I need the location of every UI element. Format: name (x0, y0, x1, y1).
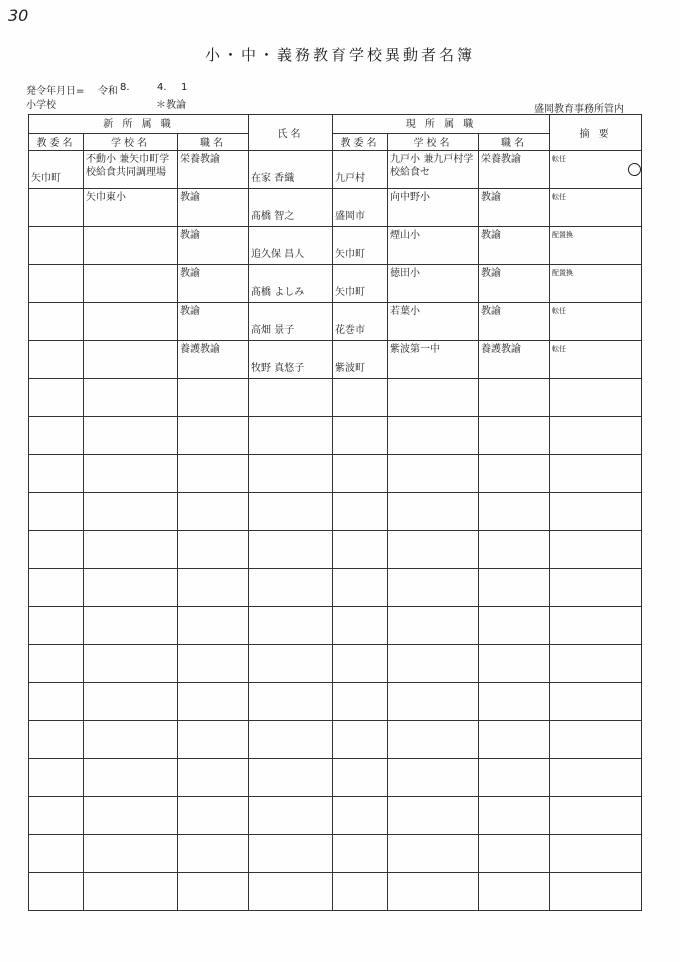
current-position-cell (479, 227, 550, 265)
empty-cell (249, 873, 333, 911)
page-number: 30 (8, 6, 29, 25)
current-board-cell-text: 盛岡市 (335, 211, 366, 222)
new-board-cell (29, 189, 84, 227)
empty-cell (249, 759, 333, 797)
empty-cell (479, 873, 550, 911)
empty-cell (550, 455, 642, 493)
name-cell (249, 265, 333, 303)
name-cell-text: 牧野 真悠子 (251, 363, 305, 374)
new-board-cell (29, 227, 84, 265)
new-position-header: 職名 (178, 134, 249, 151)
date-year: 8. (120, 82, 130, 93)
current-school-cell (388, 265, 479, 303)
empty-cell (84, 417, 178, 455)
empty-cell (333, 835, 388, 873)
current-board-cell (333, 151, 388, 189)
current-position-cell-text: 養護教諭 (481, 344, 522, 355)
empty-cell (249, 455, 333, 493)
empty-cell (388, 531, 479, 569)
empty-cell (333, 721, 388, 759)
remark-cell-text: 配置換 (552, 269, 574, 277)
empty-cell (29, 759, 84, 797)
circle-mark (628, 163, 641, 176)
remark-cell (550, 303, 642, 341)
empty-cell (388, 417, 479, 455)
empty-cell (550, 873, 642, 911)
current-position-cell (479, 189, 550, 227)
empty-cell (84, 455, 178, 493)
empty-cell (479, 797, 550, 835)
empty-cell (333, 379, 388, 417)
name-cell-text: 追久保 昌人 (251, 249, 305, 260)
empty-cell (29, 417, 84, 455)
current-position-cell (479, 303, 550, 341)
empty-cell (178, 569, 249, 607)
current-school-cell-text: 九戸小 兼九戸村学校給食セ (390, 154, 474, 178)
empty-cell (550, 493, 642, 531)
empty-row (29, 797, 642, 835)
empty-cell (388, 797, 479, 835)
current-position-cell-text: 教諭 (481, 230, 502, 241)
empty-cell (84, 797, 178, 835)
empty-row (29, 683, 642, 721)
empty-cell (178, 759, 249, 797)
empty-cell (178, 683, 249, 721)
empty-cell (479, 645, 550, 683)
current-school-cell-text: 徳田小 (390, 268, 421, 279)
name-cell-text: 髙橋 よしみ (251, 287, 305, 298)
new-school-cell (84, 303, 178, 341)
empty-cell (29, 379, 84, 417)
date-label: 発令年月日= (26, 86, 85, 97)
school-kind: 小学校 (26, 100, 56, 111)
empty-row (29, 873, 642, 911)
empty-cell (249, 683, 333, 721)
empty-cell (388, 607, 479, 645)
empty-cell (29, 607, 84, 645)
empty-cell (333, 417, 388, 455)
empty-row (29, 455, 642, 493)
empty-cell (333, 455, 388, 493)
remark-cell-text: 転任 (552, 307, 567, 315)
empty-cell (84, 873, 178, 911)
name-cell (249, 151, 333, 189)
empty-cell (249, 379, 333, 417)
current-position-cell-text: 教諭 (481, 192, 502, 203)
empty-cell (388, 379, 479, 417)
name-cell (249, 227, 333, 265)
current-school-cell (388, 341, 479, 379)
empty-cell (388, 645, 479, 683)
current-school-cell-text: 煙山小 (390, 230, 421, 241)
new-position-cell-text: 養護教諭 (180, 344, 220, 355)
name-cell (249, 189, 333, 227)
new-position-cell (178, 303, 249, 341)
new-position-cell-text: 教諭 (180, 268, 200, 279)
new-school-cell (84, 265, 178, 303)
current-board-cell (333, 189, 388, 227)
new-position-cell-text: 栄養教諭 (180, 154, 220, 165)
remark-cell-text: 転任 (552, 193, 567, 201)
current-position-cell (479, 341, 550, 379)
new-school-cell-text: 矢巾東小 (86, 192, 126, 203)
empty-cell (178, 455, 249, 493)
new-board-header: 教委名 (29, 134, 84, 151)
empty-cell (388, 721, 479, 759)
new-school-cell (84, 227, 178, 265)
empty-cell (249, 721, 333, 759)
empty-cell (388, 569, 479, 607)
current-affiliation-header: 現 所 属 職 (333, 115, 550, 134)
empty-cell (479, 607, 550, 645)
empty-cell (178, 379, 249, 417)
empty-cell (178, 873, 249, 911)
new-position-cell-text: 教諭 (180, 306, 200, 317)
empty-cell (178, 721, 249, 759)
current-board-cell (333, 265, 388, 303)
empty-cell (249, 569, 333, 607)
name-cell-text: 髙橋 智之 (251, 211, 295, 222)
empty-cell (84, 835, 178, 873)
empty-cell (388, 835, 479, 873)
current-school-cell (388, 227, 479, 265)
empty-cell (550, 569, 642, 607)
table-row (29, 189, 642, 227)
empty-cell (178, 417, 249, 455)
empty-cell (84, 607, 178, 645)
empty-cell (249, 531, 333, 569)
empty-cell (388, 455, 479, 493)
empty-cell (84, 569, 178, 607)
empty-cell (550, 379, 642, 417)
empty-cell (333, 797, 388, 835)
empty-cell (479, 379, 550, 417)
empty-row (29, 569, 642, 607)
current-school-cell-text: 向中野小 (390, 192, 431, 203)
current-position-cell-text: 教諭 (481, 306, 502, 317)
current-position-cell (479, 151, 550, 189)
current-school-cell (388, 303, 479, 341)
current-board-header: 教委名 (333, 134, 388, 151)
new-position-cell (178, 151, 249, 189)
empty-cell (84, 379, 178, 417)
new-position-cell (178, 189, 249, 227)
remark-cell (550, 227, 642, 265)
empty-cell (29, 569, 84, 607)
name-cell (249, 341, 333, 379)
empty-cell (29, 531, 84, 569)
new-school-cell-text: 不動小 兼矢巾町学校給食共同調理場 (86, 154, 170, 178)
empty-cell (84, 759, 178, 797)
current-school-cell (388, 151, 479, 189)
current-board-cell-text: 矢巾町 (335, 287, 366, 298)
empty-cell (249, 607, 333, 645)
empty-row (29, 759, 642, 797)
empty-cell (333, 531, 388, 569)
remark-cell-text: 配置換 (552, 231, 574, 239)
remark-cell (550, 189, 642, 227)
office-name: 盛岡教育事務所管内 (534, 104, 624, 115)
empty-cell (333, 569, 388, 607)
transfer-roster-table (28, 114, 642, 911)
empty-cell (388, 759, 479, 797)
empty-row (29, 607, 642, 645)
new-school-cell (84, 189, 178, 227)
empty-cell (333, 493, 388, 531)
empty-row (29, 721, 642, 759)
empty-cell (178, 607, 249, 645)
new-board-cell (29, 265, 84, 303)
table-row (29, 341, 642, 379)
current-board-cell (333, 341, 388, 379)
remark-cell-text: 転任 (552, 345, 567, 353)
empty-row (29, 835, 642, 873)
new-school-cell (84, 341, 178, 379)
empty-cell (550, 531, 642, 569)
current-board-cell-text: 花巻市 (335, 325, 366, 336)
new-affiliation-header: 新 所 属 職 (29, 115, 249, 134)
empty-cell (84, 531, 178, 569)
empty-cell (550, 759, 642, 797)
empty-cell (249, 797, 333, 835)
name-cell-text: 高畑 景子 (251, 325, 295, 336)
date-month: 4. (157, 82, 167, 93)
empty-cell (84, 493, 178, 531)
new-school-header: 学校名 (84, 134, 178, 151)
empty-cell (29, 645, 84, 683)
current-board-cell-text: 九戸村 (335, 173, 366, 184)
new-board-cell (29, 341, 84, 379)
current-position-cell-text: 教諭 (481, 268, 502, 279)
empty-cell (249, 645, 333, 683)
empty-cell (249, 493, 333, 531)
empty-cell (550, 797, 642, 835)
new-position-cell (178, 341, 249, 379)
empty-cell (550, 417, 642, 455)
empty-cell (29, 835, 84, 873)
empty-cell (29, 455, 84, 493)
empty-cell (479, 493, 550, 531)
table-row (29, 227, 642, 265)
empty-cell (178, 531, 249, 569)
current-school-cell-text: 若葉小 (390, 306, 421, 317)
roster-body (29, 151, 642, 911)
empty-cell (84, 645, 178, 683)
empty-cell (29, 683, 84, 721)
date-day: 1 (181, 82, 188, 93)
empty-cell (333, 759, 388, 797)
empty-cell (479, 455, 550, 493)
empty-cell (388, 683, 479, 721)
empty-cell (178, 645, 249, 683)
new-position-cell (178, 265, 249, 303)
new-position-cell-text: 教諭 (180, 230, 200, 241)
empty-cell (178, 797, 249, 835)
name-cell-text: 在家 香織 (251, 173, 295, 184)
empty-row (29, 493, 642, 531)
empty-cell (29, 873, 84, 911)
new-board-cell-text: 矢巾町 (31, 173, 61, 184)
empty-cell (550, 645, 642, 683)
empty-row (29, 417, 642, 455)
document-title: 小・中・義務教育学校異動者名簿 (204, 46, 475, 64)
name-header: 氏名 (249, 115, 333, 151)
empty-cell (84, 683, 178, 721)
empty-cell (29, 493, 84, 531)
current-board-cell-text: 紫波町 (335, 363, 366, 374)
current-school-cell-text: 紫波第一中 (390, 344, 441, 355)
name-cell (249, 303, 333, 341)
new-school-cell (84, 151, 178, 189)
empty-cell (84, 721, 178, 759)
empty-cell (178, 493, 249, 531)
empty-cell (479, 417, 550, 455)
current-board-cell (333, 227, 388, 265)
current-position-cell-text: 栄養教諭 (481, 154, 522, 165)
table-row (29, 151, 642, 189)
date-era: 令和 (98, 86, 118, 97)
empty-cell (388, 873, 479, 911)
remark-cell (550, 265, 642, 303)
empty-cell (333, 873, 388, 911)
position-note: ＊教論 (156, 100, 186, 111)
empty-cell (388, 493, 479, 531)
empty-cell (479, 721, 550, 759)
empty-cell (479, 531, 550, 569)
current-board-cell (333, 303, 388, 341)
current-board-cell-text: 矢巾町 (335, 249, 366, 260)
empty-row (29, 379, 642, 417)
table-row (29, 303, 642, 341)
empty-cell (550, 683, 642, 721)
empty-cell (550, 835, 642, 873)
empty-cell (29, 797, 84, 835)
new-position-cell-text: 教諭 (180, 192, 200, 203)
current-school-cell (388, 189, 479, 227)
empty-cell (333, 683, 388, 721)
empty-cell (333, 607, 388, 645)
new-position-cell (178, 227, 249, 265)
current-position-header: 職名 (479, 134, 550, 151)
current-position-cell (479, 265, 550, 303)
empty-cell (479, 759, 550, 797)
empty-cell (479, 683, 550, 721)
empty-cell (479, 569, 550, 607)
empty-cell (249, 417, 333, 455)
empty-row (29, 645, 642, 683)
empty-cell (178, 835, 249, 873)
empty-cell (29, 721, 84, 759)
current-school-header: 学校名 (388, 134, 479, 151)
new-board-cell (29, 303, 84, 341)
remarks-header: 摘 要 (550, 115, 642, 151)
empty-cell (333, 645, 388, 683)
empty-cell (550, 721, 642, 759)
table-row (29, 265, 642, 303)
empty-row (29, 531, 642, 569)
new-board-cell (29, 151, 84, 189)
empty-cell (550, 607, 642, 645)
remark-cell-text: 転任 (552, 155, 567, 163)
empty-cell (249, 835, 333, 873)
empty-cell (479, 835, 550, 873)
remark-cell (550, 341, 642, 379)
